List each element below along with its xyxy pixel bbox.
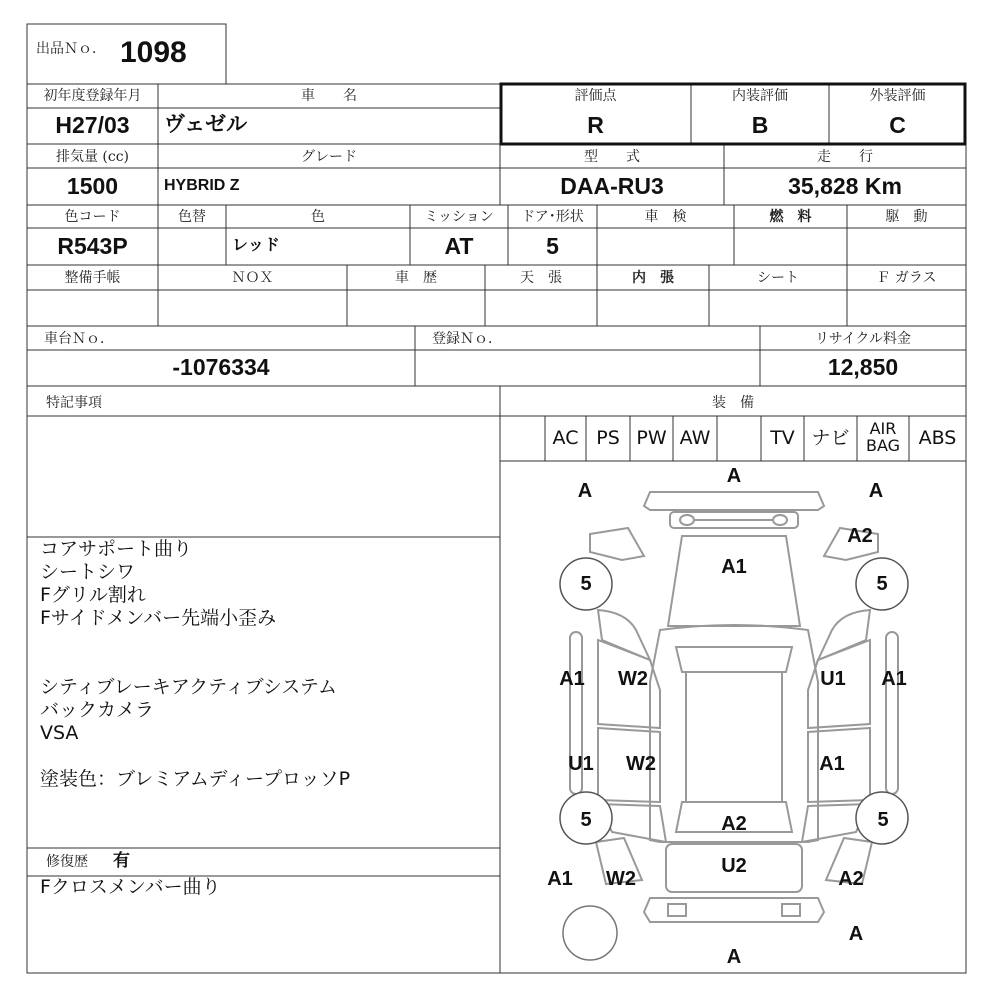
damage-mark: A (848, 923, 864, 945)
roof-lining-label: 天 張 (520, 270, 562, 286)
equipment-label: 装 備 (712, 395, 754, 411)
damage-mark: A1 (721, 556, 747, 578)
note-line: バックカメラ (40, 699, 155, 721)
interior-score-label: 内装評価 (732, 88, 788, 104)
color-code-value: R543P (57, 233, 128, 259)
damage-mark: A2 (721, 813, 747, 835)
recycle-fee-value: 12,850 (827, 354, 899, 380)
damage-mark: W2 (626, 753, 656, 775)
grade-label: グレード (301, 149, 357, 165)
note-line: Fサイドメンバー先端小歪み (40, 607, 277, 629)
equipment-item-aw: AW (679, 427, 711, 449)
note-line: シートシワ (40, 561, 136, 583)
mileage-value: 35,828 Km (788, 173, 902, 199)
special-notes-label: 特記事項 (46, 395, 102, 411)
damage-mark: A (726, 946, 742, 968)
first-reg-value: H27/03 (55, 112, 130, 138)
displacement-label: 排気量 (cc) (55, 149, 130, 165)
score-label: 評価点 (574, 88, 617, 104)
equipment-item-abs: ABS (918, 427, 957, 449)
interior-score-value: B (751, 112, 769, 138)
door-label: ドア･形状 (521, 209, 584, 225)
damage-mark: U1 (568, 753, 594, 775)
front-glass-label: Ｆ ガラス (876, 270, 937, 286)
note-line: 塗装色：ブレミアムディープロッソP (40, 768, 351, 790)
model-label: 型 式 (584, 149, 640, 165)
lot-number: 1098 (120, 36, 187, 69)
exterior-score-value: C (889, 112, 906, 138)
fuel-label: 燃 料 (769, 209, 812, 225)
equipment-item-airbag: AIR BAG (865, 419, 901, 455)
car-name-label: 車 名 (301, 88, 357, 104)
color-code-label: 色コード (64, 209, 121, 225)
car-history-label: 車 歴 (395, 270, 437, 286)
damage-mark: 5 (876, 573, 888, 595)
first-reg-label: 初年度登録年月 (43, 88, 142, 104)
model-value: DAA-RU3 (560, 173, 664, 199)
color-change-label: 色替 (178, 209, 206, 225)
note-line: Fグリル割れ (40, 584, 146, 606)
damage-mark: W2 (606, 868, 636, 890)
mission-value: AT (444, 233, 474, 259)
color-label: 色 (311, 209, 325, 225)
exterior-score-label: 外装評価 (869, 88, 926, 104)
mileage-label: 走 行 (817, 149, 873, 165)
inspection-label: 車 検 (644, 209, 687, 225)
damage-mark: W2 (618, 668, 648, 690)
damage-mark: A2 (847, 525, 873, 547)
damage-mark: A1 (559, 668, 585, 690)
equipment-item-pw: PW (636, 427, 667, 449)
registration-number-label: 登録Ｎｏ． (432, 331, 502, 347)
damage-mark: U1 (820, 668, 846, 690)
equipment-item-tv: TV (770, 427, 795, 449)
damage-mark: A1 (881, 668, 907, 690)
equipment-item-navi: ナビ (811, 427, 850, 449)
interior-trim-label: 内 張 (632, 270, 674, 286)
seat-label: シート (757, 270, 799, 286)
mission-label: ミッション (424, 209, 494, 225)
note-line: シティブレーキアクティブシステム (40, 676, 337, 698)
note-line: コアサポート曲り (40, 538, 193, 560)
chassis-number-value: -1076334 (172, 354, 270, 380)
car-name-value: ヴェゼル (164, 113, 248, 136)
car-damage-diagram (500, 461, 966, 973)
damage-mark: 5 (580, 809, 592, 831)
equipment-item-ps: PS (596, 427, 620, 449)
color-value: レッド (232, 237, 280, 254)
lot-number-label: 出品Ｎｏ． (36, 41, 106, 57)
maintenance-book-label: 整備手帳 (64, 270, 121, 286)
recycle-fee-label: リサイクル料金 (814, 331, 912, 347)
nox-label: ＮＯＸ (231, 270, 274, 286)
repair-history-value: 有 (113, 851, 130, 871)
repair-history-label: 修復歴 (46, 854, 88, 870)
damage-mark: A (868, 480, 884, 502)
displacement-value: 1500 (66, 173, 119, 199)
note-line: VSA (40, 722, 79, 744)
damage-mark: A2 (838, 868, 864, 890)
damage-mark: 5 (877, 809, 889, 831)
damage-mark: A (577, 480, 593, 502)
score-value: R (587, 112, 604, 138)
drive-label: 駆 動 (885, 209, 928, 225)
damage-mark: U2 (721, 855, 747, 877)
chassis-number-label: 車台Ｎｏ． (44, 331, 114, 347)
damage-mark: 5 (580, 573, 592, 595)
grade-value: HYBRID Z (164, 177, 240, 194)
damage-mark: A (726, 465, 742, 487)
door-value: 5 (546, 233, 559, 259)
damage-mark: A1 (819, 753, 845, 775)
damage-mark: A1 (547, 868, 573, 890)
equipment-item-ac: AC (552, 427, 579, 449)
repair-detail-line: Fクロスメンバー曲り (40, 876, 221, 898)
